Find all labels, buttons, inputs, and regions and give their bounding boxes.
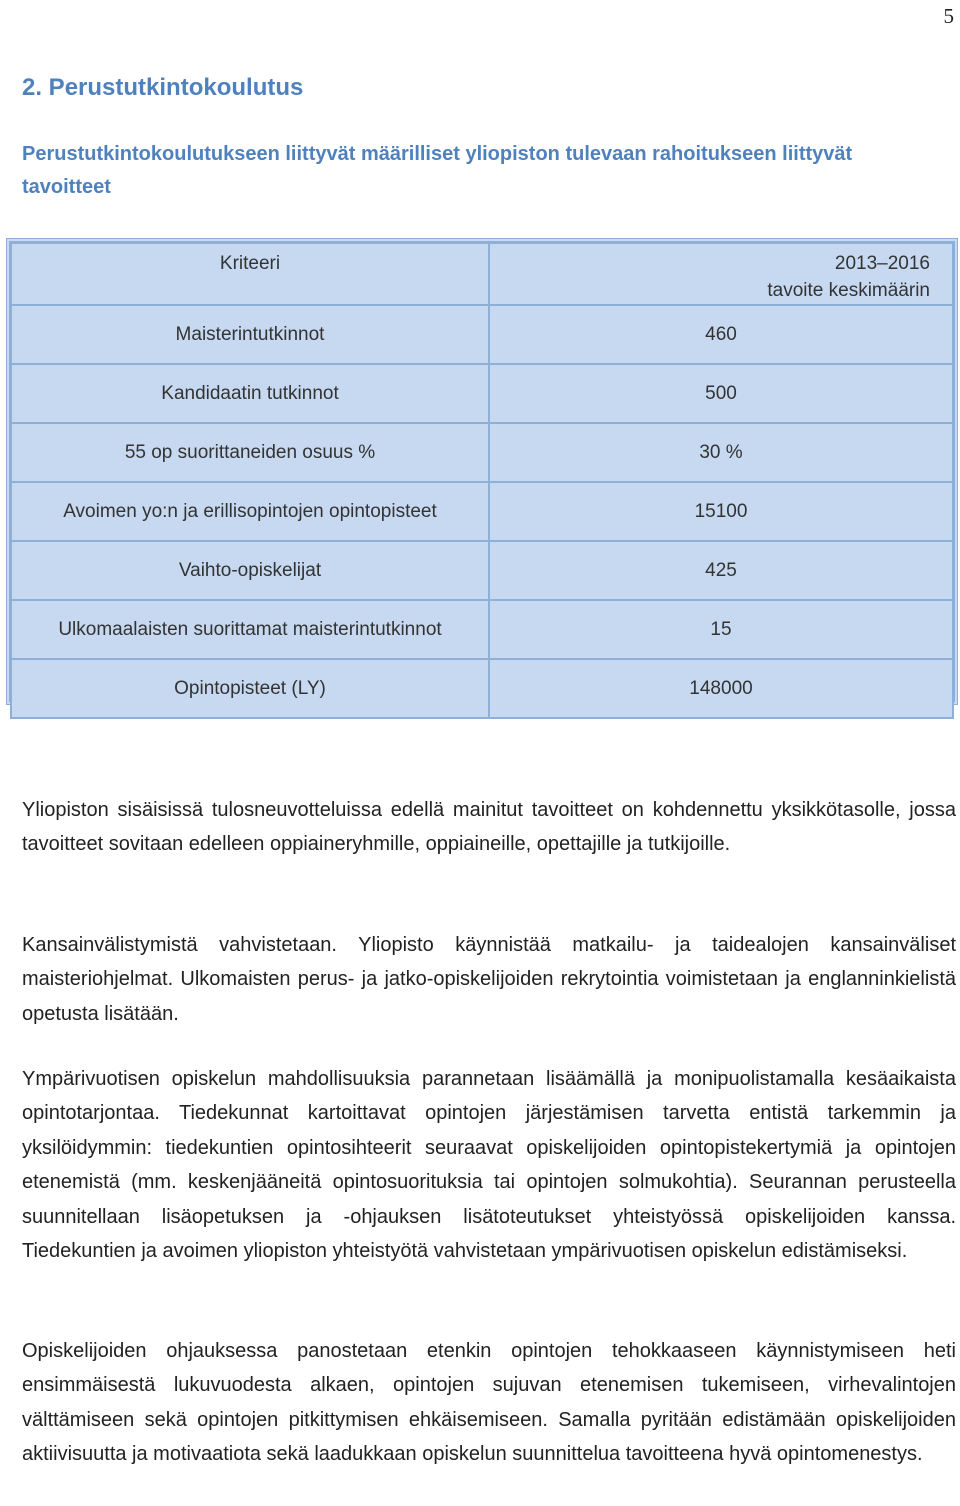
row-value: 500 bbox=[489, 364, 953, 423]
row-value: 15 bbox=[489, 600, 953, 659]
header-criterion-cell bbox=[11, 243, 489, 305]
paragraph-student-guidance: Opiskelijoiden ohjauksessa panostetaan etenkin opintojen tehokkaaseen käynnistymiseen heti ensimmäisestä lukuvuodesta alkaen, opintojen sujuvan etenemisen tukemiseen, virhevalintojen välttämiseen sekä opintojen pitkittymisen ehkäisemiseen. Samalla pyritään edistämään opiskelijoiden aktiivisuutta ja motivaatiota sekä laadukkaan opiskelun suunnittelua tavoitteena hyvä opintomenestys. bbox=[22, 1340, 956, 1466]
table-row bbox=[11, 305, 953, 364]
header-period-sub: tavoite keskimäärin bbox=[767, 280, 930, 301]
paragraph-year-round-studies: Ympärivuotisen opiskelun mahdollisuuksia parannetaan lisäämällä ja monipuolistamalla kesäaikaista opintotarjontaa. Tiedekunnat kartoittavat opintojen järjestämisen tarvetta entistä tarkemmin ja yksilöidymmin: tiedekuntien opintosihteerit seuraavat opiskelijoiden opintopistekertymiä ja opintojen etenemistä (mm. keskenjääneitä opintosuorituksia tai opintojen solmukohtia). Seurannan perusteella suunnitellaan lisäopetuksen ja -ohjauksen lisätoteutukset yhteistyössä opiskelijoiden kanssa. Tiedekuntien ja avoimen yliopiston yhteistyötä vahvistetaan ympärivuotisen opiskelun edistämiseksi. bbox=[22, 1068, 956, 1263]
row-label: Maisterintutkinnot bbox=[11, 305, 489, 364]
table-row bbox=[11, 423, 953, 482]
section-title: 2. Perustutkintokoulutus bbox=[22, 74, 304, 101]
row-label: Kandidaatin tutkinnot bbox=[11, 364, 489, 423]
header-period: 2013–2016 bbox=[834, 253, 930, 274]
table-row bbox=[11, 482, 953, 541]
row-label: Vaihto-opiskelijat bbox=[11, 541, 489, 600]
table-row bbox=[11, 541, 953, 600]
table-row bbox=[11, 600, 953, 659]
row-value: 460 bbox=[489, 305, 953, 364]
table-row bbox=[11, 364, 953, 423]
table-row bbox=[11, 659, 953, 718]
row-label: Ulkomaalaisten suorittamat maisterintutkinnot bbox=[11, 600, 489, 659]
row-value: 425 bbox=[489, 541, 953, 600]
subsection-title: Perustutkintokoulutukseen liittyvät määrilliset yliopiston tulevaan rahoitukseen liittyvät tavoitteet bbox=[22, 143, 853, 198]
goals-table-grid bbox=[10, 242, 954, 719]
row-label: Opintopisteet (LY) bbox=[11, 659, 489, 718]
paragraph-unit-targets: Yliopiston sisäisissä tulosneuvotteluissa edellä mainitut tavoitteet on kohdennettu yksikkötasolle, jossa tavoitteet sovitaan edelleen oppiaineryhmille, oppiaineille, opettajille ja tutkijoille. bbox=[22, 799, 956, 856]
header-period-cell bbox=[489, 243, 953, 305]
row-value: 15100 bbox=[489, 482, 953, 541]
paragraph-internationalisation: Kansainvälistymistä vahvistetaan. Yliopisto käynnistää matkailu- ja taidealojen kansainväliset maisteriohjelmat. Ulkomaisten perus- ja jatko-opiskelijoiden rekrytointia voimistetaan ja englanninkielistä opetusta lisätään. bbox=[22, 934, 956, 1025]
row-label: 55 op suorittaneiden osuus % bbox=[11, 423, 489, 482]
row-value: 30 % bbox=[489, 423, 953, 482]
page-number: 5 bbox=[943, 4, 954, 28]
table-header-row bbox=[11, 243, 953, 305]
goals-table bbox=[6, 238, 958, 705]
header-criterion: Kriteeri bbox=[219, 253, 281, 274]
row-label: Avoimen yo:n ja erillisopintojen opintopisteet bbox=[11, 482, 489, 541]
row-value: 148000 bbox=[489, 659, 953, 718]
